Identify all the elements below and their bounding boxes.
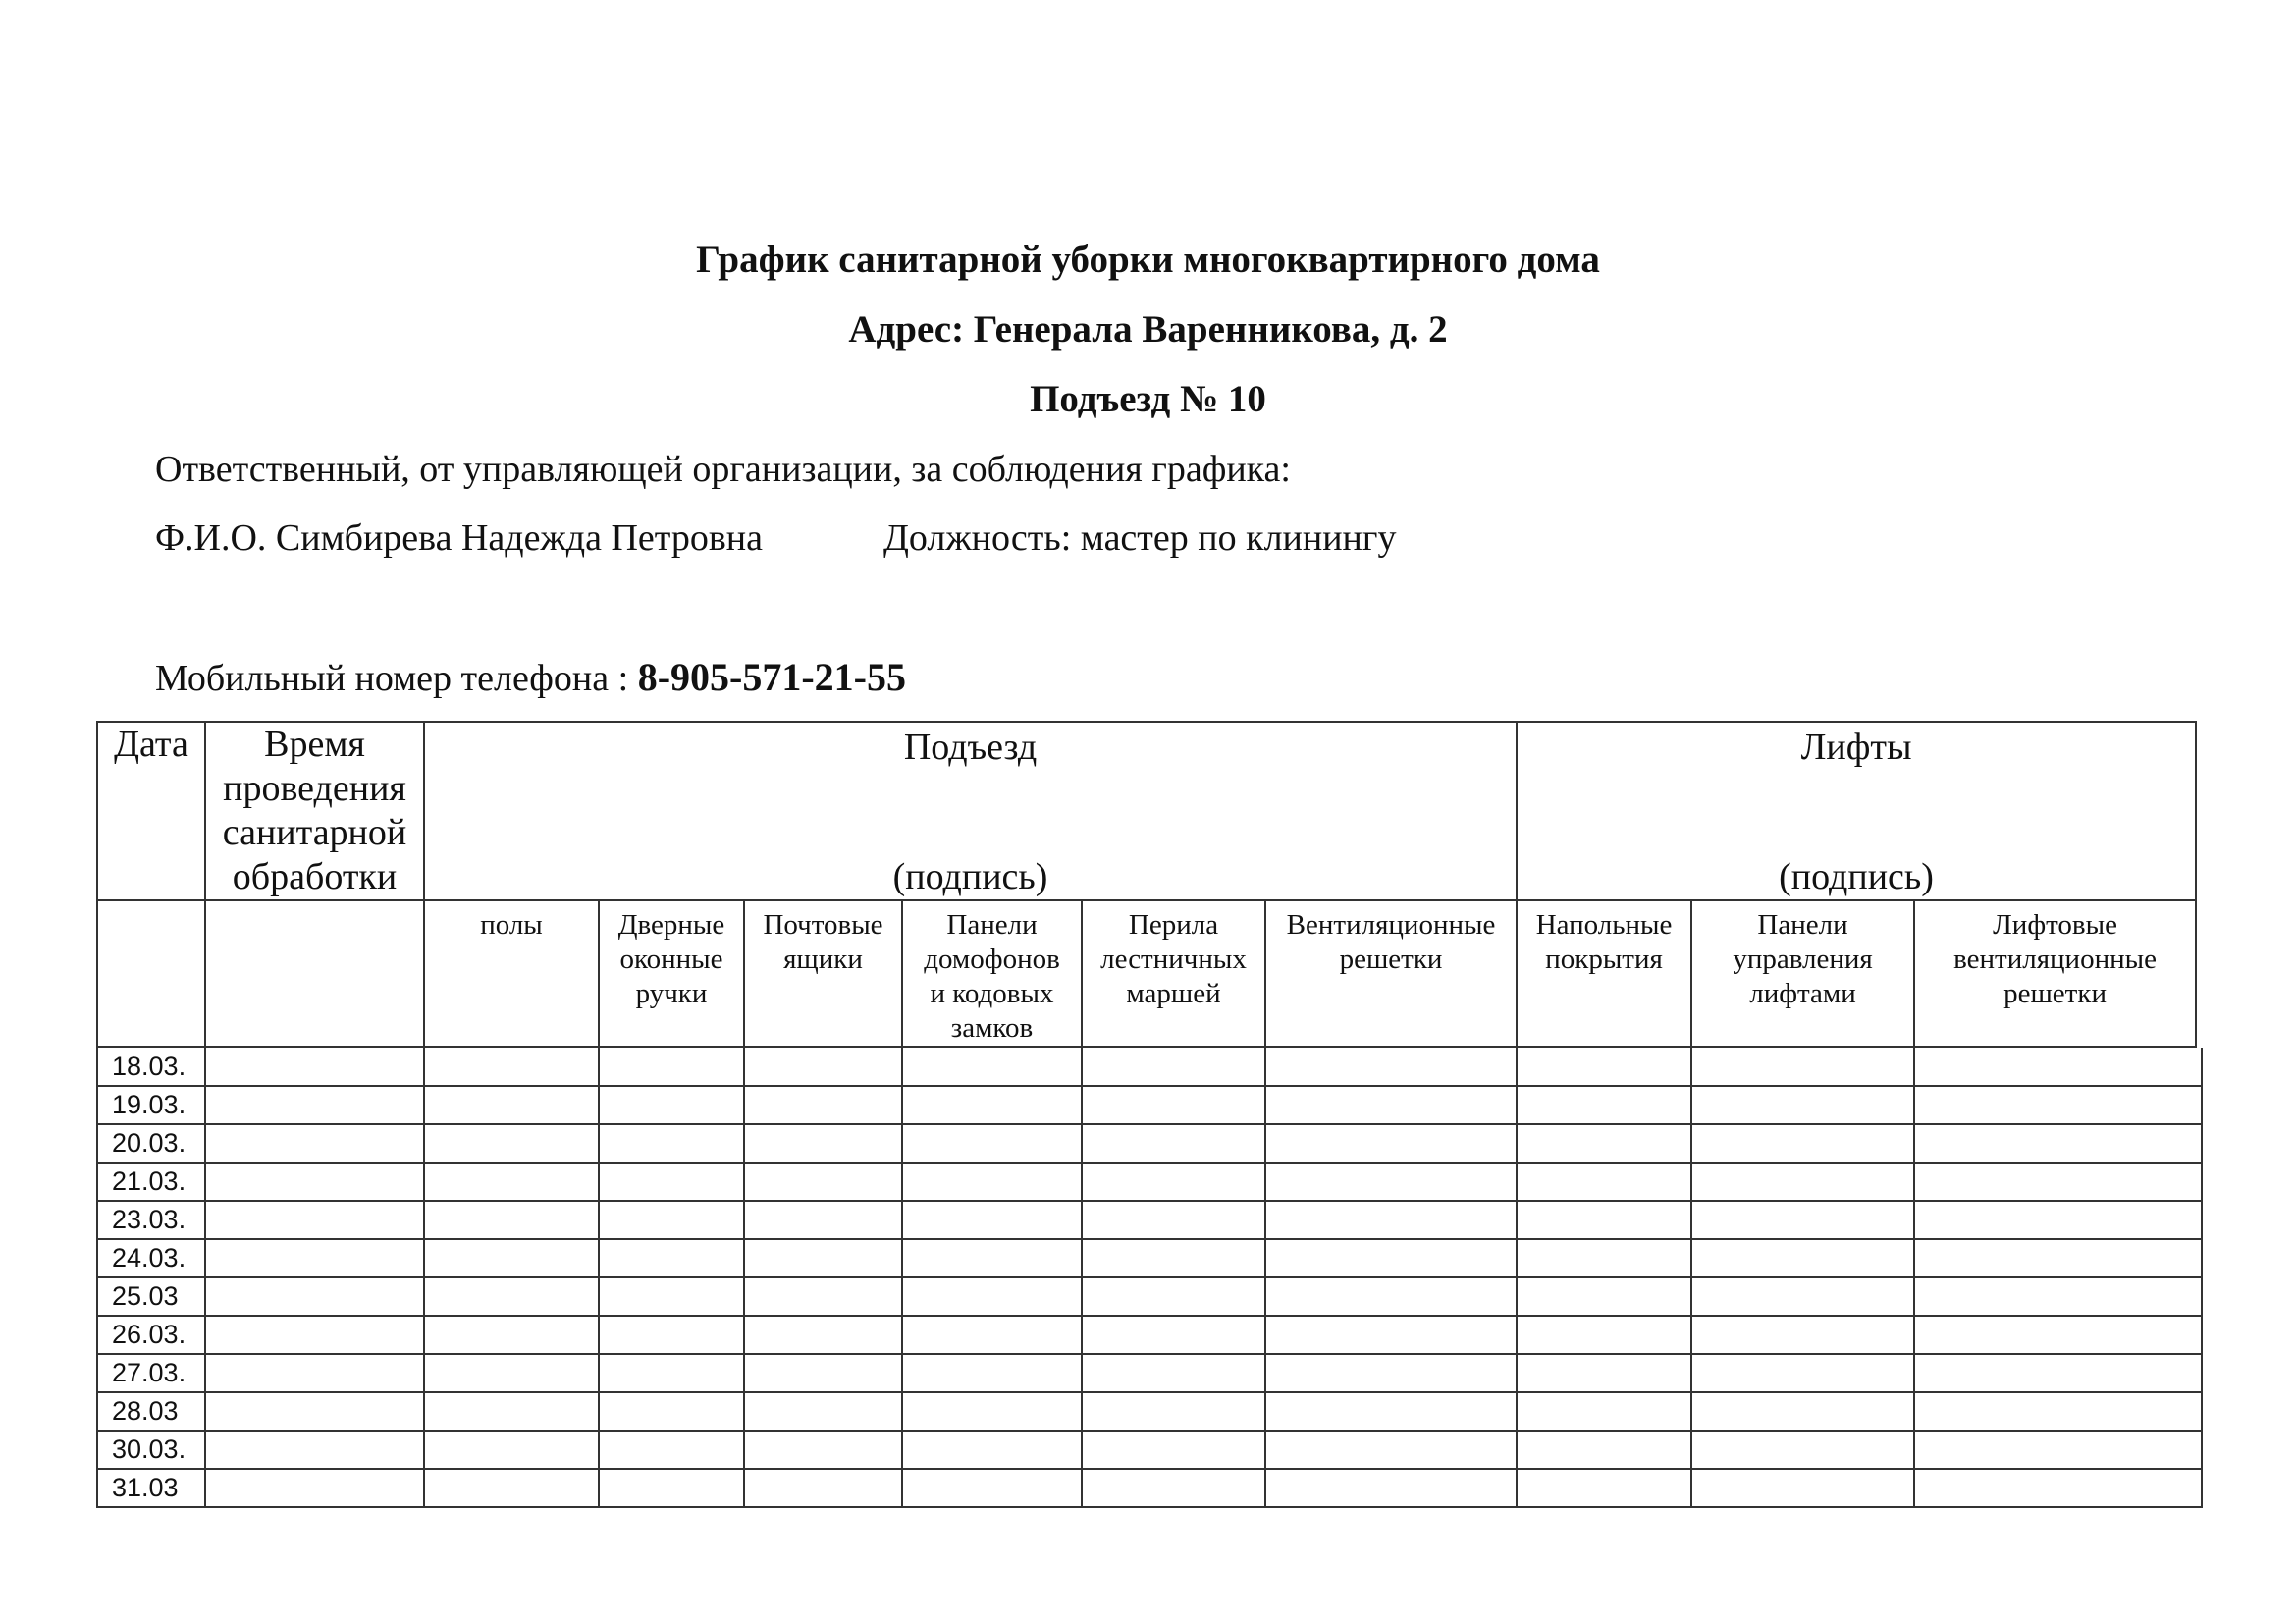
subheader-line: и кодовых [930,978,1054,1009]
empty-cell [1082,1316,1265,1354]
empty-cell [1691,1354,1914,1392]
empty-cell [902,1354,1082,1392]
empty-cell [1691,1124,1914,1163]
empty-cell [744,1163,902,1201]
subheader-line: Панели [946,909,1038,941]
empty-cell [902,1469,1082,1507]
subheader-line: вентиляционные [1953,944,2157,975]
empty-cell [1517,1239,1691,1277]
empty-cell [599,1086,744,1124]
time-header [205,722,424,900]
empty-cell [1517,1392,1691,1431]
subheader-line: Лифтовые [1993,909,2117,941]
empty-cell [599,1469,744,1507]
empty-cell [205,1316,424,1354]
empty-cell [902,1392,1082,1431]
empty-cell [1691,1086,1914,1124]
empty-cell [424,1354,599,1392]
empty-cell [1914,1431,2202,1469]
table-row [97,1124,2202,1163]
empty-cell [1265,1316,1517,1354]
subheader-line: Вентиляционные [1286,909,1496,941]
empty-cell [1691,1469,1914,1507]
empty-cell [205,1431,424,1469]
empty-cell [424,1048,599,1086]
empty-cell [902,1277,1082,1316]
empty-cell [744,1201,902,1239]
subheader-line: Дверные [617,909,725,941]
empty-cell [1265,1163,1517,1201]
empty-cell [424,1163,599,1201]
table-row [97,1201,2202,1239]
entrance-group-header [424,722,1517,900]
subheader-line: ящики [783,944,863,975]
lifts-signature-label: (подпись) [1779,856,1934,897]
empty-cell [1265,1201,1517,1239]
empty-cell [1265,1124,1517,1163]
empty-cell [1691,1392,1914,1431]
empty-cell [1517,1163,1691,1201]
empty-cell [1265,1392,1517,1431]
empty-cell [902,1086,1082,1124]
phone-value: 8-905-571-21-55 [637,655,906,699]
row-date: 21.03. [97,1163,205,1201]
empty-cell [205,1354,424,1392]
empty-cell [599,1277,744,1316]
subheader-line: Перила [1128,909,1219,941]
empty-cell [744,1086,902,1124]
empty-cell [1517,1048,1691,1086]
empty-cell [1082,1469,1265,1507]
empty-cell [1914,1201,2202,1239]
table-row [97,1431,2202,1469]
empty-cell [424,1124,599,1163]
subheader-line: домофонов [924,944,1060,975]
subheader-stair-railings [1082,900,1265,1047]
subheader-vent-grilles [1265,900,1517,1047]
empty-cell [599,1163,744,1201]
empty-cell [1914,1277,2202,1316]
row-date: 24.03. [97,1239,205,1277]
document-title: График санитарной уборки многоквартирного дома [696,239,1600,281]
table-row [97,1277,2202,1316]
empty-cell [599,1124,744,1163]
empty-cell [205,1048,424,1086]
empty-cell [1082,1201,1265,1239]
empty-cell [744,1124,902,1163]
empty-cell [1914,1163,2202,1201]
empty-cell [1265,1239,1517,1277]
empty-cell [1517,1316,1691,1354]
table-row [97,1086,2202,1124]
empty-cell [1082,1239,1265,1277]
lifts-group-title: Лифты [1800,727,1912,768]
empty-cell [1517,1201,1691,1239]
subheader-line: Напольные [1535,909,1673,941]
empty-cell [599,1201,744,1239]
subheader-line: лестничных [1100,944,1247,975]
empty-cell [902,1239,1082,1277]
empty-cell [744,1316,902,1354]
empty-cell [902,1048,1082,1086]
empty-cell [1517,1124,1691,1163]
empty-cell [902,1163,1082,1201]
empty-cell [744,1469,902,1507]
subheader-lift-floor-covering [1517,900,1691,1047]
subheader-line: замков [950,1012,1034,1044]
empty-cell [1517,1277,1691,1316]
schedule-table [96,721,2203,1508]
entrance-number: Подъезд № 10 [1030,378,1266,420]
schedule-header [96,721,2197,1048]
table-row [97,1316,2202,1354]
empty-cell [744,1048,902,1086]
row-date: 19.03. [97,1086,205,1124]
position: Должность: мастер по клинингу [883,517,1397,559]
empty-cell [1517,1431,1691,1469]
empty-cell [599,1048,744,1086]
empty-cell [1265,1086,1517,1124]
empty-cell [424,1316,599,1354]
subheader-floors [424,900,599,1047]
empty-cell [424,1201,599,1239]
empty-cell [1082,1392,1265,1431]
empty-cell [599,1354,744,1392]
empty-cell [205,1163,424,1201]
empty-subheader [205,900,424,1047]
empty-cell [744,1431,902,1469]
empty-cell [205,1469,424,1507]
empty-cell [902,1316,1082,1354]
row-date: 20.03. [97,1124,205,1163]
row-date: 26.03. [97,1316,205,1354]
subheader-line: решетки [2003,978,2107,1009]
empty-cell [744,1277,902,1316]
subheader-door-handles [599,900,744,1047]
empty-cell [424,1277,599,1316]
empty-cell [1082,1124,1265,1163]
subheader-line: полы [480,909,543,941]
schedule-rows [96,1048,2203,1508]
empty-cell [205,1086,424,1124]
row-date: 27.03. [97,1354,205,1392]
empty-cell [205,1124,424,1163]
row-date: 25.03 [97,1277,205,1316]
empty-cell [744,1392,902,1431]
row-date: 23.03. [97,1201,205,1239]
empty-cell [599,1392,744,1431]
table-row [97,1392,2202,1431]
empty-cell [1517,1469,1691,1507]
time-header-line: обработки [232,856,398,897]
empty-cell [205,1201,424,1239]
empty-cell [1265,1469,1517,1507]
table-row [97,1239,2202,1277]
subheader-line: решетки [1339,944,1443,975]
empty-cell [902,1124,1082,1163]
subheader-lift-vent-grilles [1914,900,2196,1047]
row-date: 30.03. [97,1431,205,1469]
subheader-line: Почтовые [763,909,883,941]
empty-cell [1265,1431,1517,1469]
empty-cell [1265,1354,1517,1392]
subheader-intercom-panels [902,900,1082,1047]
responsible-label: Ответственный, от управляющей организации, за соблюдения графика: [155,449,1291,490]
empty-cell [902,1201,1082,1239]
subheader-line: оконные [619,944,723,975]
empty-cell [1082,1048,1265,1086]
empty-cell [424,1392,599,1431]
empty-cell [205,1239,424,1277]
table-row [97,1163,2202,1201]
empty-cell [205,1392,424,1431]
row-date: 28.03 [97,1392,205,1431]
empty-cell [1691,1431,1914,1469]
empty-cell [1914,1086,2202,1124]
empty-cell [1517,1086,1691,1124]
empty-cell [744,1239,902,1277]
empty-cell [1914,1469,2202,1507]
phone-label: Мобильный номер телефона : [155,658,638,699]
empty-cell [599,1316,744,1354]
row-date: 31.03 [97,1469,205,1507]
empty-cell [1914,1392,2202,1431]
empty-cell [424,1086,599,1124]
address: Адрес: Генерала Варенникова, д. 2 [848,308,1448,351]
empty-cell [1914,1048,2202,1086]
time-header-line: Время [264,724,365,765]
row-date: 18.03. [97,1048,205,1086]
fio: Ф.И.О. Симбирева Надежда Петровна [155,517,763,559]
empty-cell [902,1431,1082,1469]
empty-cell [1691,1201,1914,1239]
empty-cell [1691,1316,1914,1354]
subheader-line: ручки [635,978,708,1009]
subheader-line: лифтами [1749,978,1856,1009]
empty-cell [1082,1086,1265,1124]
empty-cell [1082,1163,1265,1201]
entrance-signature-label: (подпись) [892,856,1048,897]
time-header-line: санитарной [222,812,407,853]
empty-cell [1691,1163,1914,1201]
empty-cell [599,1239,744,1277]
empty-cell [744,1354,902,1392]
phone-line [155,655,906,699]
subheader-line: маршей [1126,978,1221,1009]
table-row [97,1048,2202,1086]
table-row [97,1354,2202,1392]
empty-cell [1914,1354,2202,1392]
empty-subheader [97,900,205,1047]
empty-cell [1265,1277,1517,1316]
empty-cell [1082,1277,1265,1316]
time-header-line: проведения [223,768,406,809]
entrance-group-title: Подъезд [903,727,1038,768]
subheader-mailboxes [744,900,902,1047]
empty-cell [1082,1354,1265,1392]
subheader-line: покрытия [1545,944,1663,975]
empty-cell [205,1277,424,1316]
empty-cell [424,1469,599,1507]
subheader-lift-control-panels [1691,900,1914,1047]
empty-cell [1914,1239,2202,1277]
empty-cell [1082,1431,1265,1469]
empty-cell [1914,1124,2202,1163]
empty-cell [599,1431,744,1469]
empty-cell [1265,1048,1517,1086]
empty-cell [424,1431,599,1469]
lifts-group-header [1517,722,2196,900]
empty-cell [1691,1048,1914,1086]
empty-cell [1517,1354,1691,1392]
empty-cell [1691,1277,1914,1316]
date-header: Дата [97,722,205,900]
subheader-line: Панели [1757,909,1848,941]
empty-cell [424,1239,599,1277]
empty-cell [1914,1316,2202,1354]
subheader-line: управления [1733,944,1873,975]
table-row [97,1469,2202,1507]
empty-cell [1691,1239,1914,1277]
